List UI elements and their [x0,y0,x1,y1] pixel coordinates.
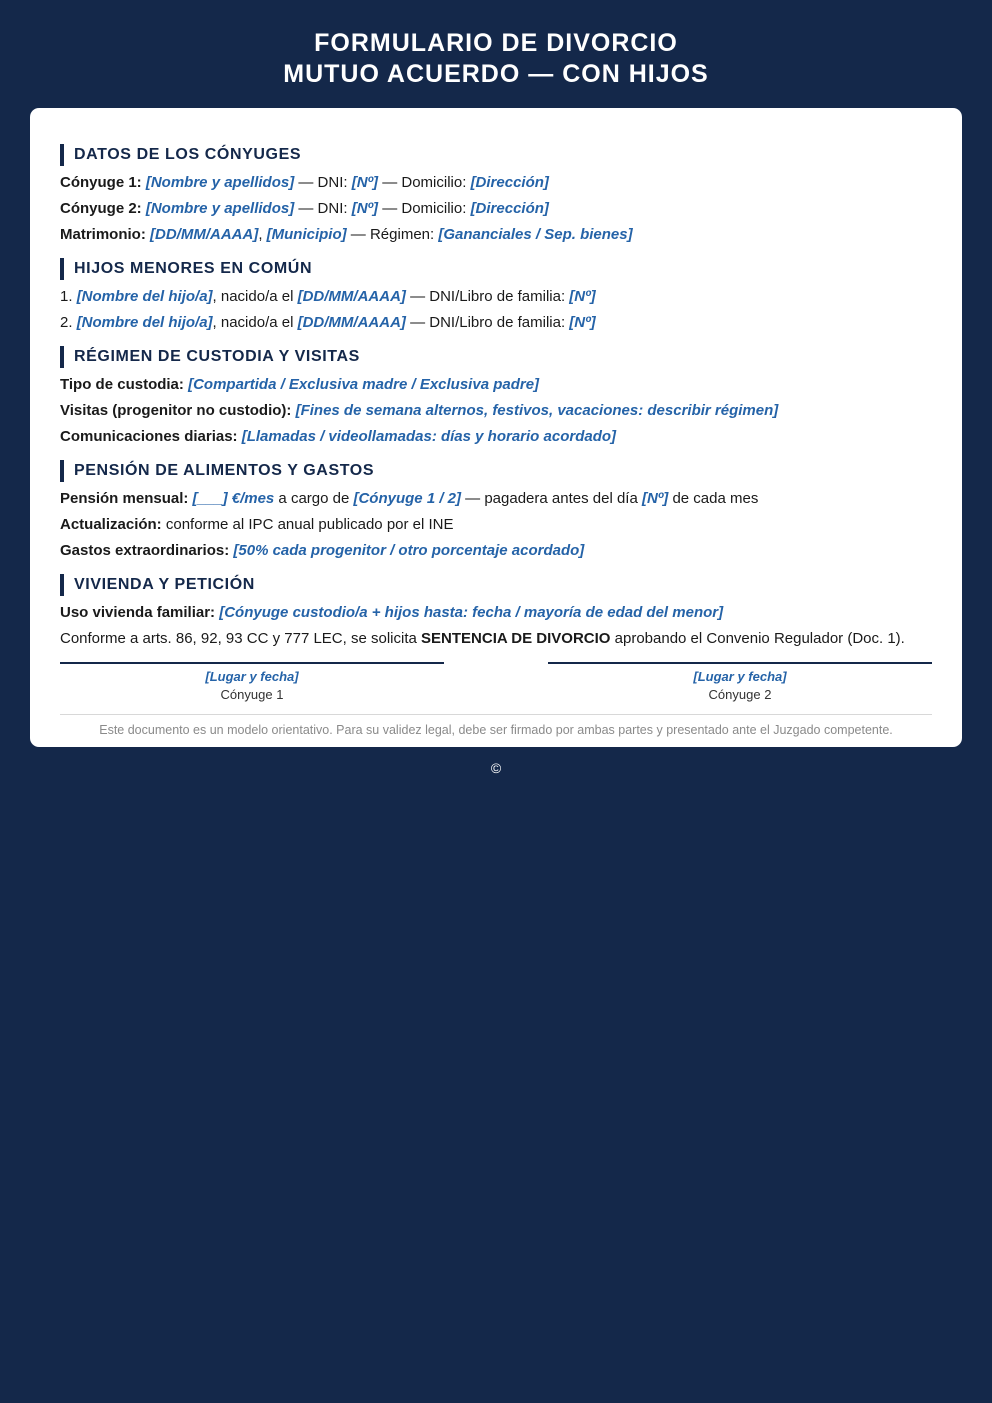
signature-1-name: Cónyuge 1 [220,687,284,702]
custody-type-field[interactable]: [Compartida / Exclusiva madre / Exclusiva padre] [188,376,540,393]
communications-line [60,424,932,450]
footnote: Este documento es un modelo orientativo. Para su validez legal, debe ser firmado por ambas partes y presentado ante el Juzgado competente. [99,723,893,737]
marriage-label: Matrimonio: [60,226,146,243]
title-line-2: MUTUO ACUERDO — CON HIJOS [283,60,709,88]
child-line [60,284,932,310]
marriage-line [60,222,932,248]
child-2-doc-field[interactable]: [Nº] [569,314,596,331]
extra-expenses-field[interactable]: [50% cada progenitor / otro porcentaje acordado] [233,542,585,559]
section-heading-children: HIJOS MENORES EN COMÚN [60,258,932,280]
regime-text: — Régimen: [346,226,439,243]
born-text: , nacido/a el [212,288,298,305]
section-heading-spouses: DATOS DE LOS CÓNYUGES [60,144,932,166]
child-1-name-field[interactable]: [Nombre del hijo/a] [76,288,213,305]
child-2-name-field[interactable]: [Nombre del hijo/a] [76,314,213,331]
section-heading-custody: RÉGIMEN DE CUSTODIA Y VISITAS [60,346,932,368]
doc-text: — DNI/Libro de familia: [405,314,570,331]
payment-day-field[interactable]: [Nº] [641,490,669,507]
title-line-1: FORMULARIO DE DIVORCIO [314,29,678,57]
extra-expenses-line [60,538,932,564]
monthly-pension-line [60,486,932,512]
month-text: de cada mes [668,490,759,507]
marriage-date-field[interactable]: [DD/MM/AAAA] [150,226,259,243]
child-line [60,310,932,336]
address-text: — Domicilio: [378,174,471,191]
custody-type-label: Tipo de custodia: [60,376,184,393]
signature-1-place-date-field[interactable]: [Lugar y fecha] [205,669,299,684]
spouse-1-name-field[interactable]: [Nombre y apellidos] [145,174,295,191]
spouse-2-label: Cónyuge 2: [60,200,142,217]
petition-text-pre: Conforme a arts. 86, 92, 93 CC y 777 LEC, se solicita [60,630,422,647]
signature-2-name: Cónyuge 2 [708,687,772,702]
charge-text: a cargo de [274,490,354,507]
spouse-2-address-field[interactable]: [Dirección] [470,200,549,217]
signature-spouse-2[interactable] [548,662,932,704]
born-text: , nacido/a el [212,314,298,331]
communications-label: Comunicaciones diarias: [60,428,238,445]
update-line [60,512,932,538]
extra-expenses-label: Gastos extraordinarios: [60,542,230,559]
form-card [30,108,962,747]
visits-label: Visitas (progenitor no custodio): [60,402,292,419]
document-title [0,0,992,88]
spouse-2-dni-field[interactable]: [Nº] [351,200,379,217]
visits-field[interactable]: [Fines de semana alternos, festivos, vacaciones: describir régimen] [295,402,779,419]
doc-text: — DNI/Libro de familia: [405,288,570,305]
dni-text: — DNI: [294,200,352,217]
signature-block [60,662,932,704]
spouse-2-line [60,196,932,222]
custody-type-line [60,372,932,398]
address-text: — Domicilio: [378,200,471,217]
copyright-symbol: © [490,760,502,776]
payer-field[interactable]: [Cónyuge 1 / 2] [353,490,461,507]
child-number: 2. [60,314,77,331]
divider [60,714,932,715]
spouse-1-dni-field[interactable]: [Nº] [351,174,379,191]
signature-spouse-1[interactable] [60,662,444,704]
child-1-doc-field[interactable]: [Nº] [569,288,596,305]
housing-use-line [60,600,932,626]
monthly-pension-label: Pensión mensual: [60,490,189,507]
child-number: 1. [60,288,77,305]
spouse-1-line [60,170,932,196]
spouse-2-name-field[interactable]: [Nombre y apellidos] [145,200,295,217]
spouse-1-label: Cónyuge 1: [60,174,142,191]
update-label: Actualización: [60,516,162,533]
petition-text-post: aprobando el Convenio Regulador (Doc. 1). [610,630,905,647]
pension-amount-field[interactable]: [___] €/mes [192,490,275,507]
update-text: conforme al IPC anual publicado por el INE [161,516,454,533]
housing-use-field[interactable]: [Cónyuge custodio/a + hijos hasta: fecha / mayoría de edad del menor] [219,604,724,621]
housing-use-label: Uso vivienda familiar: [60,604,216,621]
section-heading-housing: VIVIENDA Y PETICIÓN [60,574,932,596]
petition-text-bold: SENTENCIA DE DIVORCIO [421,630,611,647]
dni-text: — DNI: [294,174,352,191]
spouse-1-address-field[interactable]: [Dirección] [470,174,549,191]
section-heading-alimony: PENSIÓN DE ALIMENTOS Y GASTOS [60,460,932,482]
communications-field[interactable]: [Llamadas / videollamadas: días y horario acordado] [241,428,617,445]
marriage-regime-field[interactable]: [Gananciales / Sep. bienes] [438,226,633,243]
payable-text: — pagadera antes del día [461,490,642,507]
visits-line [60,398,932,424]
child-2-date-field[interactable]: [DD/MM/AAAA] [297,314,406,331]
petition-line [60,626,932,652]
marriage-municipality-field[interactable]: [Municipio] [266,226,347,243]
comma-text: , [258,226,267,243]
signature-2-place-date-field[interactable]: [Lugar y fecha] [693,669,787,684]
child-1-date-field[interactable]: [DD/MM/AAAA] [297,288,406,305]
